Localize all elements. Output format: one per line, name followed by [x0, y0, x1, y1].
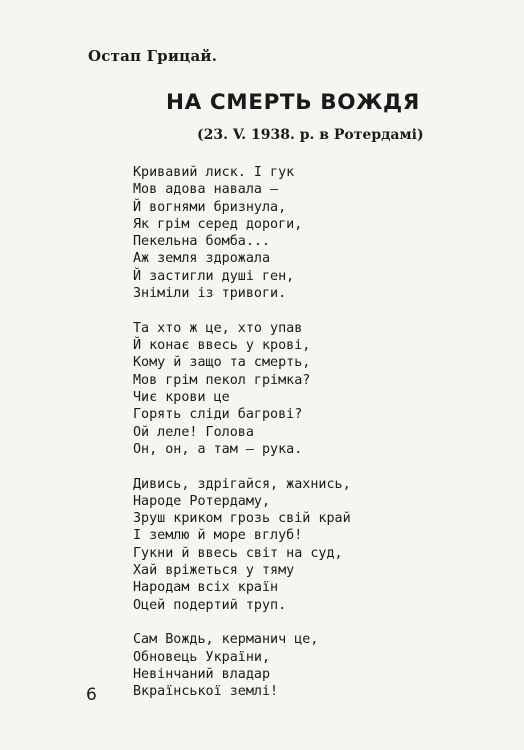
stanza [133, 631, 351, 700]
stanza [133, 320, 351, 458]
poem-line: Пекельна бомба... [133, 234, 271, 250]
poem-title: НА СМЕРТЬ ВОЖДЯ [166, 90, 420, 115]
poem-subtitle: (23. V. 1938. р. в Ротердамі) [197, 127, 424, 143]
poem-line: Чиє крови це [133, 389, 230, 405]
page-number: 6 [86, 685, 97, 705]
poem-line: Горять сліди багрові? [133, 407, 303, 423]
poem-line: Дивись, здрігайся, жахнись, [133, 476, 351, 492]
poem-line: Он, он, а там — рука. [133, 441, 303, 457]
poem-line: Вкраїнської землі! [133, 684, 279, 700]
poem-line: Обновець України, [133, 649, 271, 665]
poem-line: Невінчаний владар [133, 666, 271, 682]
poem-line: Мов грім пекол грімка? [133, 372, 311, 388]
stanza [133, 476, 351, 614]
poem-line: І землю й море вглуб! [133, 528, 303, 544]
poem-line: Гукни й ввесь світ на суд, [133, 545, 343, 561]
poem-line: Й вогнями бризнула, [133, 199, 287, 215]
poem-line: Й конає ввесь у крові, [133, 338, 311, 354]
poem-line: Хай вріжеться у тяму [133, 563, 295, 579]
poem-body [133, 164, 351, 718]
poem-line: Народам всіх країн [133, 580, 279, 596]
stanza [133, 164, 351, 302]
poem-line: Кому й защо та смерть, [133, 355, 311, 371]
poem-line: Зруш криком грозь свій край [133, 511, 351, 527]
poem-line: Зніміли із тривоги. [133, 286, 287, 302]
poem-line: Й застигли душі ген, [133, 268, 295, 284]
poem-line: Кривавий лиск. І гук [133, 165, 295, 180]
poem-line: Ой леле! Голова [133, 424, 254, 440]
poem-line: Мов адова навала — [133, 182, 279, 198]
poem-line: Як грім серед дороги, [133, 216, 303, 232]
poem-line: Народе Ротердаму, [133, 493, 271, 509]
poem-line: Оцей подертий труп. [133, 597, 287, 613]
poem-line: Сам Вождь, керманич це, [133, 632, 319, 648]
author-name: Остап Грицай. [88, 47, 218, 65]
poem-line: Аж земля здрожала [133, 251, 271, 267]
poem-line: Та хто ж це, хто упав [133, 320, 303, 336]
